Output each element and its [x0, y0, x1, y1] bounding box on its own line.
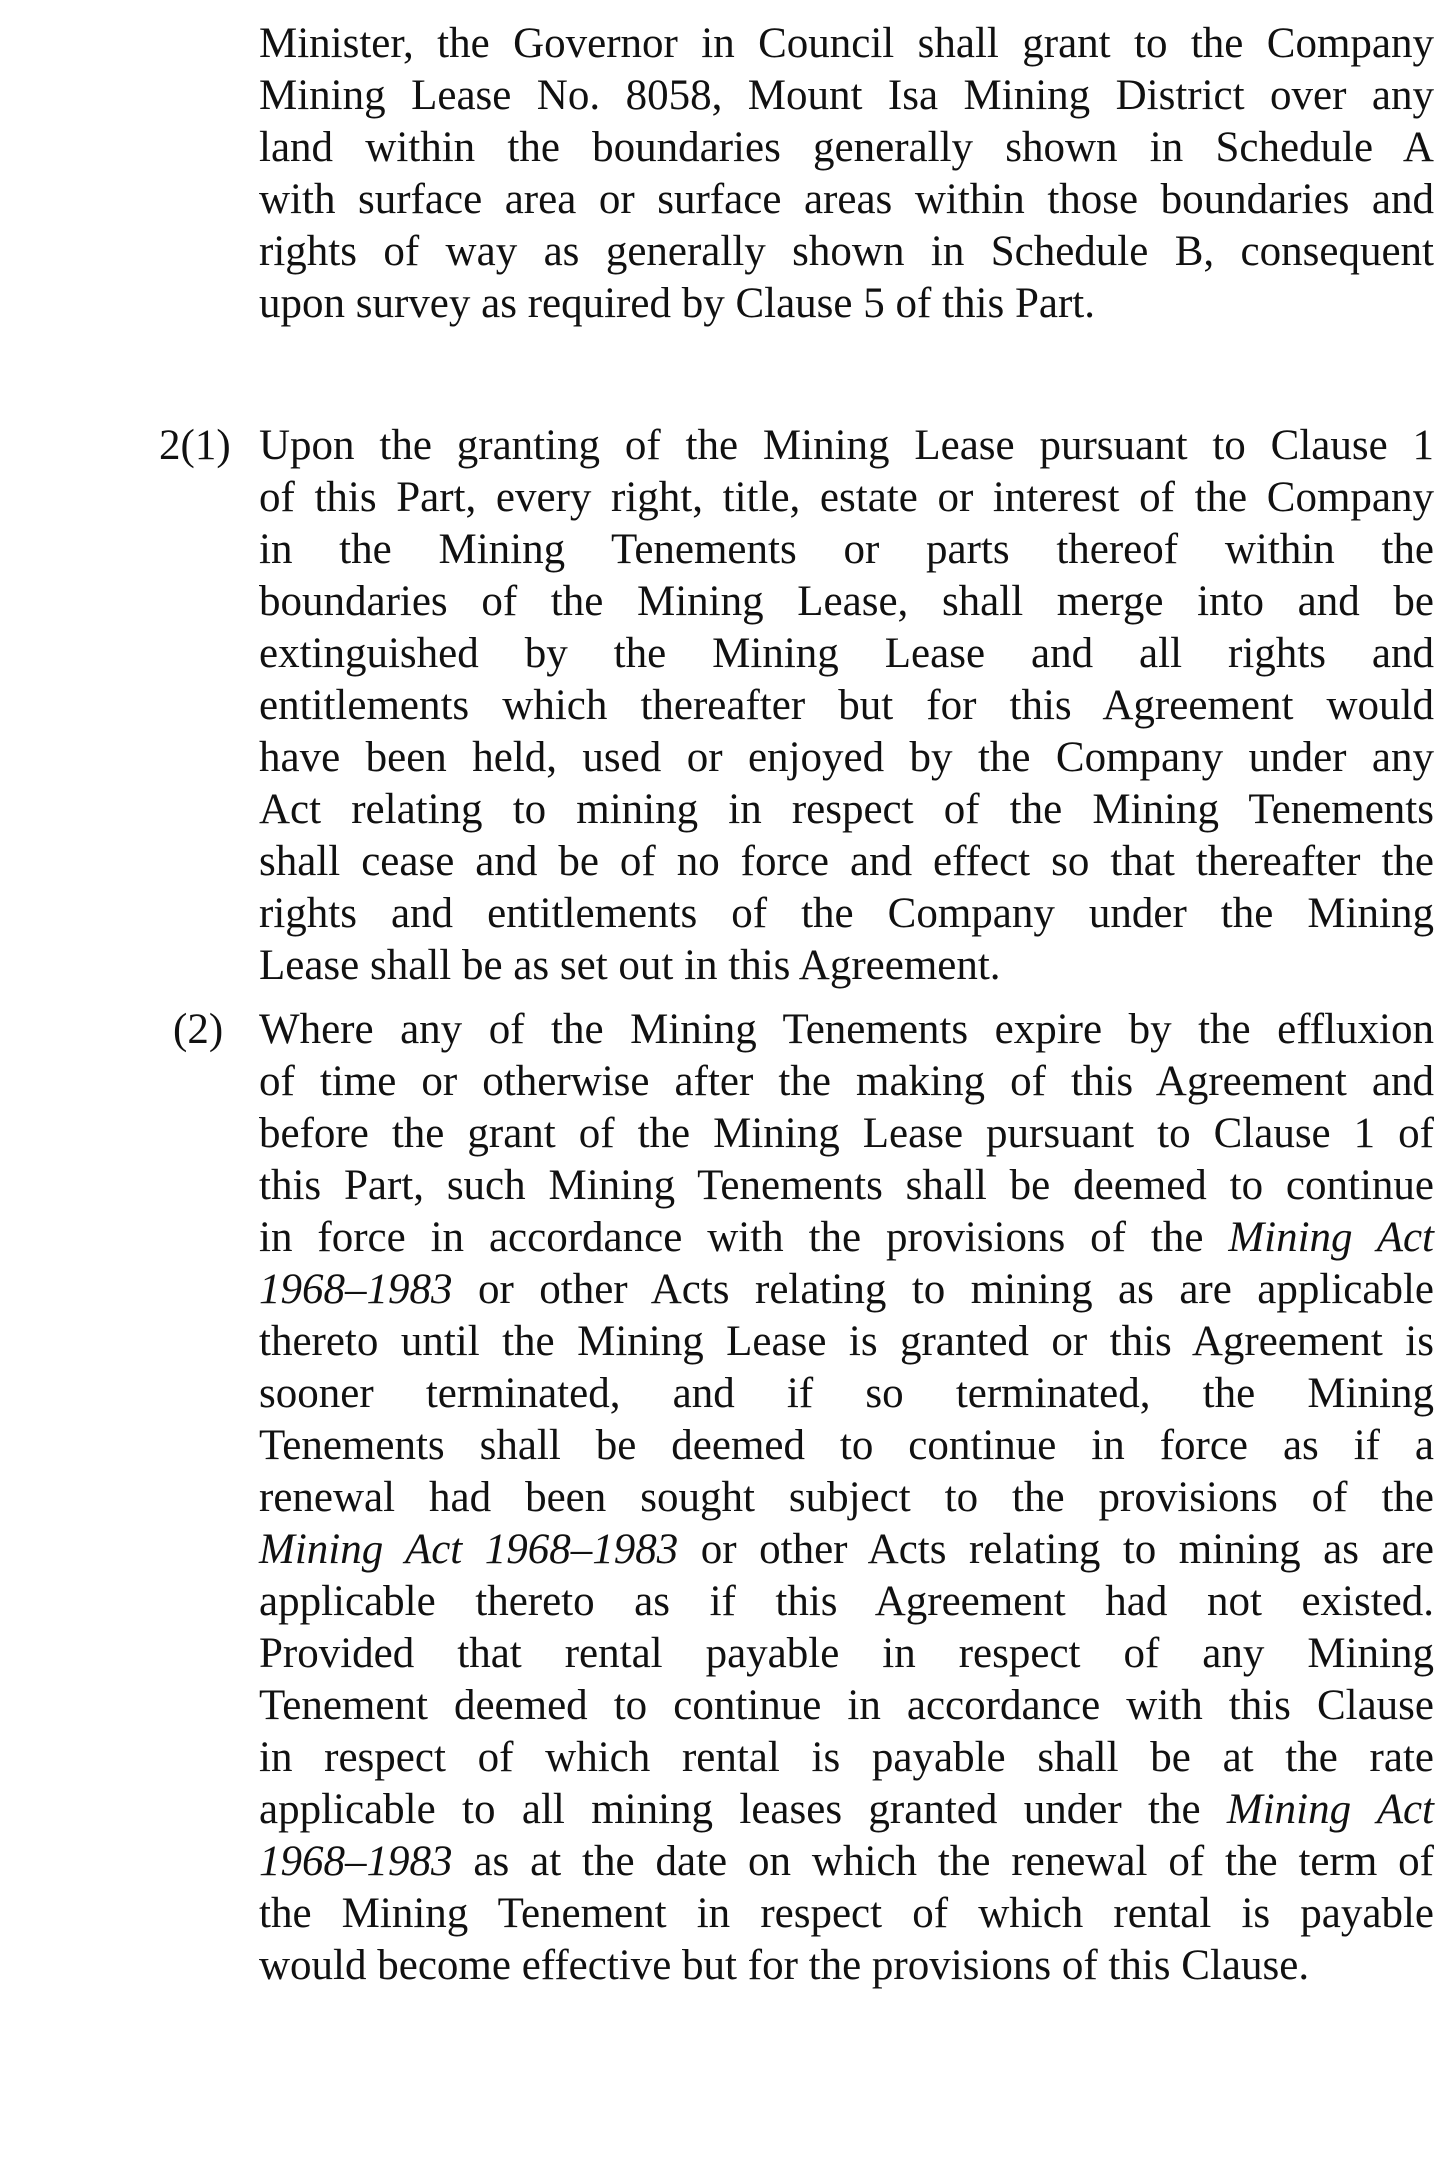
clause-2-1-line: in the Mining Tenements or parts thereof within the: [259, 526, 1434, 573]
clause-2-2-line: in respect of which rental is payable shall be at the rate: [259, 1734, 1434, 1781]
clause-2-2-line: applicable to all mining leases granted under the Mining Act: [259, 1786, 1435, 1833]
clause-2-2-line: before the grant of the Mining Lease pursuant to Clause 1 of: [259, 1110, 1434, 1157]
paragraph-1-line: rights of way as generally shown in Schedule B, consequent: [259, 228, 1434, 275]
clause-2-2-line: would become effective but for the provisions of this Clause.: [259, 1942, 1310, 1989]
paragraph-1: [259, 18, 1434, 330]
act-title: 1968–1983: [259, 1838, 453, 1885]
act-title: Mining Act: [1228, 1214, 1434, 1261]
clause-2-1-text: [259, 420, 1434, 992]
clause-2-2-line: Mining Act 1968–1983 or other Acts relating to mining as are: [259, 1526, 1435, 1573]
clause-2-2-text: [259, 1004, 1434, 1992]
clause-2-1-line: extinguished by the Mining Lease and all rights and: [259, 630, 1434, 677]
act-title: Mining Act: [1226, 1786, 1435, 1833]
clause-2-1-line: entitlements which thereafter but for this Agreement would: [259, 682, 1434, 729]
clause-2-1-line: Lease shall be as set out in this Agreement.: [259, 942, 1001, 989]
paragraph-1-line: Mining Lease No. 8058, Mount Isa Mining District over any: [259, 72, 1434, 119]
paragraph-1-line: with surface area or surface areas within those boundaries and: [259, 176, 1434, 223]
clause-2-2-line: of time or otherwise after the making of this Agreement and: [259, 1058, 1434, 1105]
clause-2-1-line: shall cease and be of no force and effect so that thereafter the: [259, 838, 1434, 885]
clause-2-2-line: Tenement deemed to continue in accordance with this Clause: [259, 1682, 1434, 1729]
clause-2-2-line: 1968–1983 as at the date on which the renewal of the term of: [259, 1838, 1434, 1885]
paragraph-1-line: upon survey as required by Clause 5 of this Part.: [259, 280, 1095, 327]
clause-2-2-line: Provided that rental payable in respect of any Mining: [259, 1630, 1434, 1677]
clause-number-2-2: (2): [173, 1006, 224, 1053]
clause-2-1-line: Upon the granting of the Mining Lease pursuant to Clause 1: [259, 422, 1434, 469]
clause-2-2-line: applicable thereto as if this Agreement had not existed.: [259, 1578, 1434, 1625]
act-title: 1968–1983: [259, 1266, 453, 1313]
clause-2-2-line: in force in accordance with the provisions of the Mining Act: [259, 1214, 1434, 1261]
clause-2-1-line: rights and entitlements of the Company under the Mining: [259, 890, 1434, 937]
clause-2-1-line: boundaries of the Mining Lease, shall merge into and be: [259, 578, 1434, 625]
clause-2-2-line: thereto until the Mining Lease is granted or this Agreement is: [259, 1318, 1434, 1365]
clause-number-2-1: 2(1): [159, 422, 231, 469]
clause-2-1-line: Act relating to mining in respect of the Mining Tenements: [259, 786, 1434, 833]
paragraph-1-line: Minister, the Governor in Council shall grant to the Company: [259, 20, 1434, 67]
clause-2-2-line: the Mining Tenement in respect of which rental is payable: [259, 1890, 1434, 1937]
act-title: Mining Act 1968–1983: [259, 1526, 679, 1573]
clause-2-2-line: Where any of the Mining Tenements expire by the effluxion: [259, 1006, 1434, 1053]
clause-2-2-line: 1968–1983 or other Acts relating to mining as are applicable: [259, 1266, 1434, 1313]
clause-2-1-line: have been held, used or enjoyed by the Company under any: [259, 734, 1434, 781]
clause-2-2-line: renewal had been sought subject to the provisions of the: [259, 1474, 1434, 1521]
clause-2-1-line: of this Part, every right, title, estate or interest of the Company: [259, 474, 1434, 521]
paragraph-1-line: land within the boundaries generally shown in Schedule A: [259, 124, 1434, 171]
clause-2-2-line: sooner terminated, and if so terminated, the Mining: [259, 1370, 1434, 1417]
clause-2-2-line: Tenements shall be deemed to continue in force as if a: [259, 1422, 1434, 1469]
clause-2-2-line: this Part, such Mining Tenements shall be deemed to continue: [259, 1162, 1434, 1209]
